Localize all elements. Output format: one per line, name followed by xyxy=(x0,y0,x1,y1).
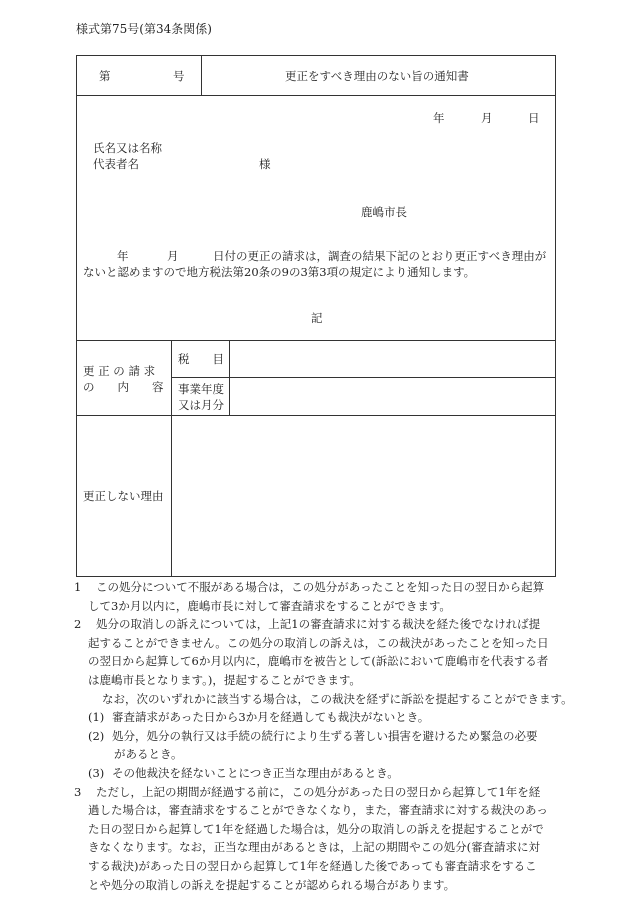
note-line: とや処分の取消しの訴えを提起することが認められる場合があります。 xyxy=(88,877,456,892)
sub-line: があるとき。 xyxy=(114,747,183,762)
header-divider xyxy=(77,95,555,96)
sub-line: 処分，処分の執行又は手続の続行により生ずる著しい損害を避けるため緊急の必要 xyxy=(112,728,538,743)
sender-name: 鹿嶋市長 xyxy=(361,205,407,219)
number-go: 号 xyxy=(173,69,185,83)
number-dai: 第 xyxy=(99,69,111,83)
note-line: する裁決)があった日の翌日から起算して1年を経過した後であっても審査請求をするこ xyxy=(88,858,537,873)
note-number: 2 xyxy=(74,617,82,632)
notice-title: 更正をすべき理由のない旨の通知書 xyxy=(285,69,469,83)
date-year: 年 xyxy=(433,111,445,125)
sub-number: (1) xyxy=(88,710,105,725)
note-line: た日の翌日から起算して1年を経過した場合は，処分の取消しの訴えを提起することがで xyxy=(88,821,544,836)
fiscal-label-1: 事業年度 xyxy=(178,382,224,396)
table-left-divider xyxy=(171,340,172,576)
request-label-2: の 内 容 xyxy=(83,380,164,394)
note-sub-1 xyxy=(74,708,558,727)
sub-line: その他裁決を経ないことにつき正当な理由があるとき。 xyxy=(112,765,399,780)
note-line: きなくなります。なお，正当な理由があるときは，上記の期間やこの処分(審査請求に対 xyxy=(88,840,541,855)
form-label: 様式第75号(第34条関係) xyxy=(76,22,212,36)
body-line1-year: 年 xyxy=(117,249,129,263)
note-line: ただし，上記の期間が経過する前に，この処分があった日の翌日から起算して1年を経 xyxy=(96,784,541,799)
reason-label: 更正しない理由 xyxy=(83,489,164,503)
sub-line: 審査請求があった日から3か月を経過しても裁決がないとき。 xyxy=(112,710,430,725)
body-line1-rest: 日付の更正の請求は，調査の結果下記のとおり更正すべき理由が xyxy=(213,249,547,263)
note-number: 3 xyxy=(74,784,82,799)
note-line: の翌日から起算して6か月以内に，鹿嶋市を被告として(訴訟において鹿嶋市を代表する者 xyxy=(88,654,549,669)
note-sub-3 xyxy=(74,764,558,783)
note-line: 処分の取消しの訴えについては，上記1の審査請求に対する裁決を経た後でなければ提 xyxy=(96,617,541,632)
ki-marker: 記 xyxy=(311,311,323,325)
note-number: 1 xyxy=(74,580,82,594)
note-line: 起することができません。この処分の取消しの訴えは，この裁決があったことを知った日 xyxy=(88,635,549,650)
body-line2: ないと認めますので地方税法第20条の9の3第3項の規定により通知します。 xyxy=(83,265,476,279)
header-vertical-divider xyxy=(201,56,202,95)
note-line: は鹿嶋市長となります。)，提起することができます。 xyxy=(88,672,361,687)
recipient-rep-label: 代表者名 xyxy=(93,157,139,171)
notice-form-frame xyxy=(76,55,556,577)
table-mid-line xyxy=(171,377,555,378)
note-line: なお，次のいずれかに該当する場合は，この裁決を経ずに訴訟を提起することができます。 xyxy=(102,691,573,706)
note-line: して3か月以内に，鹿嶋市長に対して審査請求をすることができます。 xyxy=(88,598,451,613)
recipient-honorific: 様 xyxy=(259,157,271,171)
tax-item-label: 税 目 xyxy=(178,352,224,366)
note-3 xyxy=(74,783,558,802)
note-2 xyxy=(74,615,558,634)
notes-section xyxy=(74,578,573,894)
date-month: 月 xyxy=(481,111,493,125)
sub-number: (2) xyxy=(88,728,105,743)
fiscal-label-2: 又は月分 xyxy=(178,398,224,412)
table-bottom-line xyxy=(77,415,555,416)
note-sub-2 xyxy=(74,727,558,746)
request-label-1: 更 正 の 請 求 xyxy=(83,364,156,378)
body-line1-month: 月 xyxy=(167,249,179,263)
date-day: 日 xyxy=(528,111,540,125)
note-line: この処分について不服がある場合は，この処分があったことを知った日の翌日から起算 xyxy=(96,580,545,594)
sub-number: (3) xyxy=(88,765,105,780)
recipient-name-label: 氏名又は名称 xyxy=(93,141,162,155)
note-1 xyxy=(74,578,558,597)
table-top-line xyxy=(77,340,555,341)
note-line: 過した場合は，審査請求をすることができなくなり，また，審査請求に対する裁決のあっ xyxy=(88,803,548,818)
